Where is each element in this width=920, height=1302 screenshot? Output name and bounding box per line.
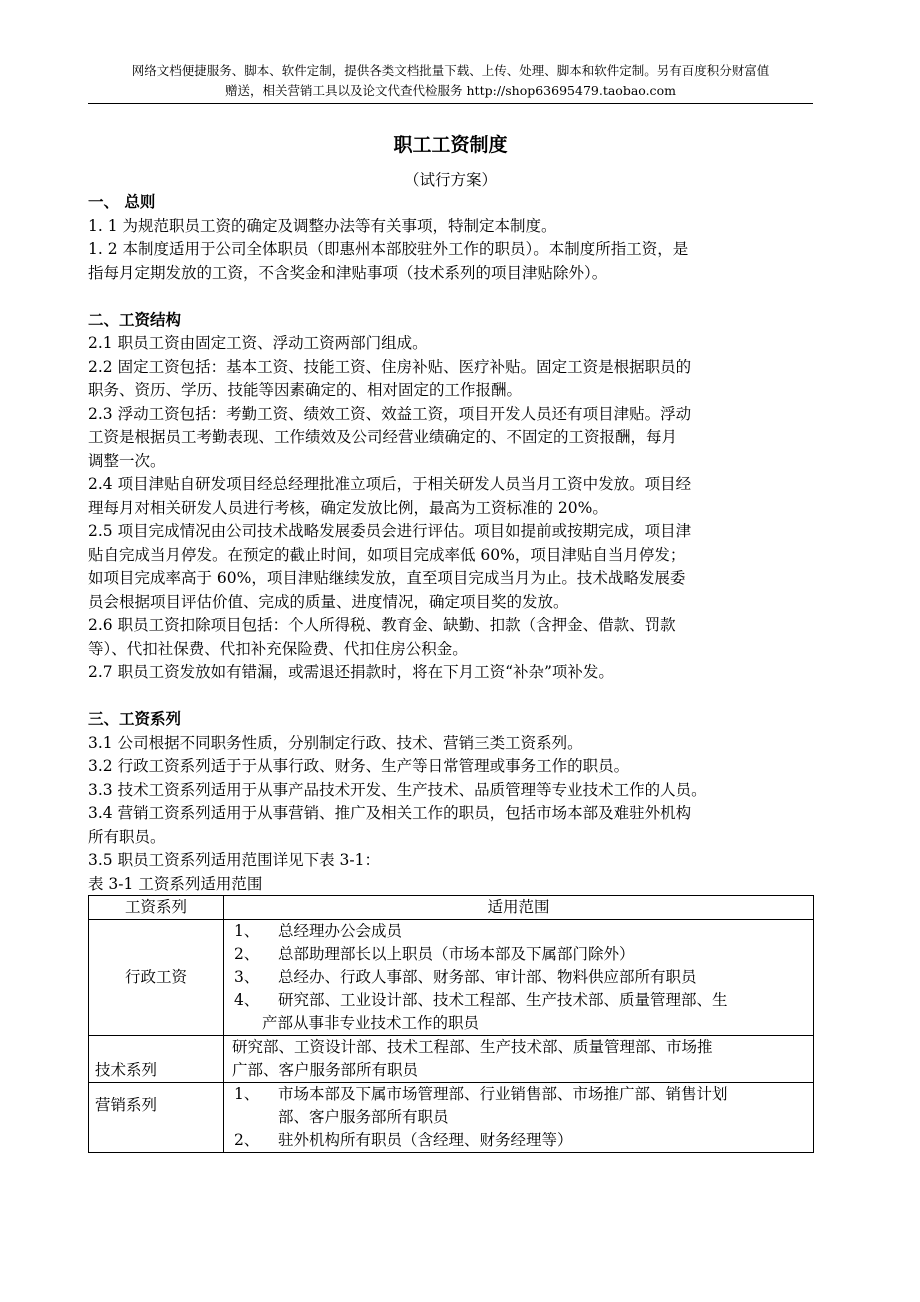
scope-text: 广部、客户服务部所有职员 <box>232 1060 419 1079</box>
paragraph-line: 工资是根据员工考勤表现、工作绩效及公司经营业绩确定的、不固定的工资报酬，每月 <box>88 428 678 446</box>
paragraph-line: 3.1 公司根据不同职务性质，分别制定行政、技术、营销三类工资系列。 <box>88 733 583 752</box>
table-row <box>89 1082 814 1152</box>
document-page <box>88 0 813 1153</box>
paragraph-line: 员会根据项目评估价值、完成的质量、进度情况，确定项目奖的发放。 <box>88 592 569 611</box>
item-text: 驻外机构所有职员（含经理、财务经理等） <box>278 1130 573 1149</box>
series-name <box>89 1082 224 1152</box>
table-row <box>89 919 814 1035</box>
item-number: 1、 <box>234 921 260 940</box>
paragraph-line: 3.4 营销工资系列适用于从事营销、推广及相关工作的职员，包括市场本部及难驻外机构 <box>88 804 692 822</box>
series-name-text: 营销系列 <box>95 1095 158 1114</box>
paragraph-line: 如项目完成率高于 60%，项目津贴继续发放，直至项目完成当月为止。技术战略发展委 <box>88 569 686 587</box>
document-subtitle: （试行方案） <box>403 171 497 189</box>
item-text: 总经理办公会成员 <box>278 921 403 940</box>
paragraph-line: 1. 2 本制度适用于公司全体职员（即惠州本部胶驻外工作的职员）。本制度所指工资，是 <box>88 240 689 258</box>
list-item <box>232 1129 807 1152</box>
item-number: 3、 <box>234 967 260 986</box>
paragraph-line: 1. 1 为规范职员工资的确定及调整办法等有关事项，特制定本制度。 <box>88 216 557 235</box>
page-header <box>88 0 813 101</box>
paragraph-line: 2.1 职员工资由固定工资、浮动工资两部门组成。 <box>88 334 428 352</box>
list-item <box>232 989 807 1035</box>
series-name: 技术系列 <box>89 1035 224 1082</box>
item-text: 总经办、行政人事部、财务部、审计部、物料供应部所有职员 <box>278 967 697 986</box>
paragraph-line: 2.6 职员工资扣除项目包括：个人所得税、教育金、缺勤、扣款（含押金、借款、罚款 <box>88 616 676 634</box>
item-text: 总部助理部长以上职员（市场本部及下属部门除外） <box>278 944 635 963</box>
paragraph-line: 2.4 项目津贴自研发项目经总经理批准立项后，于相关研发人员当月工资中发放。项目经 <box>88 475 692 493</box>
header-line-1: 网络文档便捷服务、脚本、软件定制，提供各类文档批量下载、上传、处理、脚本和软件定制。另有百度积分财富值 <box>131 63 770 78</box>
column-header-scope: 适用范围 <box>224 895 814 919</box>
paragraph-line: 所有职员。 <box>88 827 166 846</box>
section-salary-series <box>88 708 813 873</box>
series-name: 行政工资 <box>89 919 224 1035</box>
paragraph-line: 2.3 浮动工资包括：考勤工资、绩效工资、效益工资，项目开发人员还有项目津贴。浮动 <box>88 404 692 423</box>
header-line-2: 赠送，相关营销工具以及论文代查代检服务 http://shop63695479.taobao.com <box>225 83 676 98</box>
paragraph-line: 3.3 技术工资系列适用于从事产品技术开发、生产技术、品质管理等专业技术工作的人员。 <box>88 780 707 799</box>
paragraph-line: 贴自完成当月停发。在预定的截止时间，如项目完成率低 60%，项目津贴自当月停发； <box>88 545 686 564</box>
list-item <box>232 943 807 966</box>
paragraph-line: 职务、资历、学历、技能等因素确定的、相对固定的工作报酬。 <box>88 381 523 399</box>
salary-series-table <box>88 895 814 1153</box>
scope-text: 研究部、工资设计部、技术工程部、生产技术部、质量管理部、市场推 <box>232 1037 713 1056</box>
list-item <box>232 920 807 943</box>
document-title: 职工工资制度 <box>393 134 508 156</box>
section-heading: 三、工资系列 <box>88 710 182 728</box>
paragraph-line: 2.2 固定工资包括：基本工资、技能工资、住房补贴、医疗补贴。固定工资是根据职员的 <box>88 357 692 376</box>
paragraph-line: 2.5 项目完成情况由公司技术战略发展委员会进行评估。项目如提前或按期完成，项目津 <box>88 522 692 540</box>
scope-cell <box>224 1082 814 1152</box>
paragraph-line: 调整一次。 <box>88 451 166 470</box>
paragraph-line: 3.5 职员工资系列适用范围详见下表 3-1： <box>88 851 380 869</box>
item-text: 研究部、工业设计部、技术工程部、生产技术部、质量管理部、生 <box>278 990 728 1009</box>
column-header-series: 工资系列 <box>89 895 224 919</box>
item-text: 产部从事非专业技术工作的职员 <box>262 1013 480 1032</box>
item-number: 1、 <box>234 1084 260 1103</box>
scope-cell <box>224 1035 814 1082</box>
item-number: 4、 <box>234 990 260 1009</box>
table-row <box>89 1035 814 1082</box>
table-caption: 表 3-1 工资系列适用范围 <box>88 874 263 893</box>
paragraph-line: 等）、代扣社保费、代扣补充保险费、代扣住房公积金。 <box>88 639 468 658</box>
scope-cell <box>224 919 814 1035</box>
header-divider <box>88 103 813 104</box>
list-item <box>232 966 807 989</box>
paragraph-line: 指每月定期发放的工资，不含奖金和津贴事项（技术系列的项目津贴除外）。 <box>88 263 608 282</box>
table-header-row <box>89 895 814 919</box>
paragraph-line: 3.2 行政工资系列适于于从事行政、财务、生产等日常管理或事务工作的职员。 <box>88 757 630 775</box>
item-number: 2、 <box>234 1130 260 1149</box>
section-heading: 一、 总则 <box>88 193 156 211</box>
paragraph-line: 理每月对相关研发人员进行考核，确定发放比例，最高为工资标准的 20%。 <box>88 498 608 517</box>
item-number: 2、 <box>234 944 260 963</box>
section-salary-structure <box>88 309 813 685</box>
item-text: 部、客户服务部所有职员 <box>278 1107 449 1126</box>
list-item <box>232 1083 807 1129</box>
paragraph-line: 2.7 职员工资发放如有错漏，或需退还捐款时，将在下月工资“补杂”项补发。 <box>88 663 614 681</box>
section-general <box>88 191 813 285</box>
item-text: 市场本部及下属市场管理部、行业销售部、市场推广部、销售计划 <box>278 1084 728 1103</box>
section-heading: 二、工资结构 <box>88 310 182 329</box>
